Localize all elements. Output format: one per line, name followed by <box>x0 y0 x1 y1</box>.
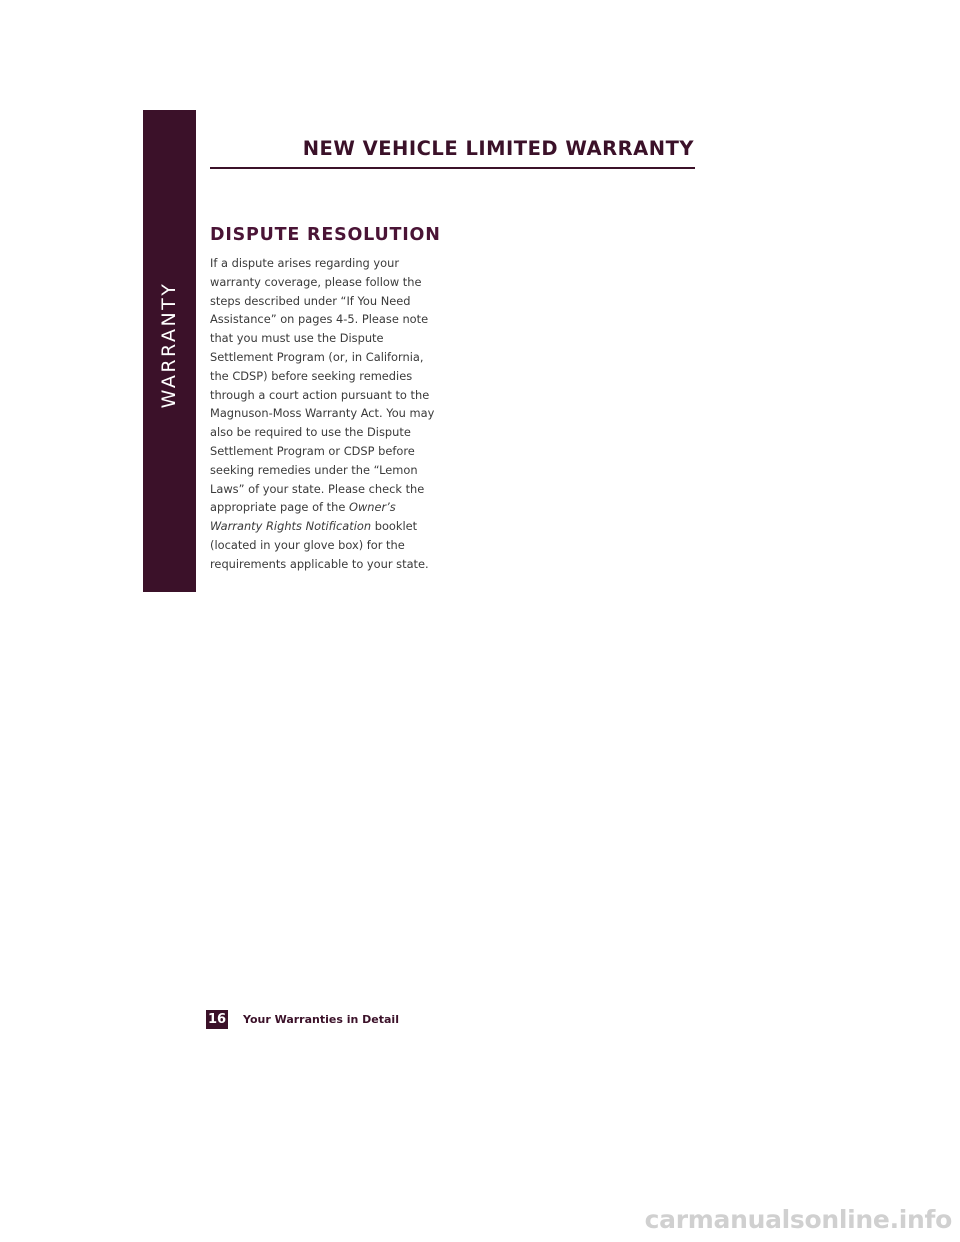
body-line: requirements applicable to your state. <box>210 556 429 571</box>
booklet-title-part: Warranty Rights Notification <box>210 519 372 534</box>
body-line: steps described under “If You Need <box>210 293 411 308</box>
body-line: If a dispute arises regarding your <box>210 256 400 270</box>
watermark: carmanualsonline.info <box>644 1205 952 1234</box>
body-line: Assistance” on pages 4-5. Please note <box>210 312 429 327</box>
footer-chapter-title: Your Warranties in Detail <box>243 1013 399 1026</box>
body-line: warranty coverage, please follow the <box>210 274 422 289</box>
body-text-run: appropriate page of the <box>210 500 349 515</box>
body-line <box>210 517 460 536</box>
body-line: through a court action pursuant to the <box>210 387 430 402</box>
body-line: that you must use the Dispute <box>210 331 384 346</box>
body-line: seeking remedies under the “Lemon <box>210 462 418 477</box>
body-line: (located in your glove box) for the <box>210 537 405 552</box>
side-tab-label: WARRANTY <box>158 281 180 409</box>
body-line: Magnuson-Moss Warranty Act. You may <box>210 406 435 421</box>
page-number-badge: 16 <box>207 1012 227 1027</box>
body-line: Settlement Program (or, in California, <box>210 349 424 364</box>
section-title: DISPUTE RESOLUTION <box>210 225 441 245</box>
body-text-run: booklet <box>371 519 418 534</box>
body-line: Settlement Program or CDSP before <box>210 443 415 458</box>
body-line: the CDSP) before seeking remedies <box>210 368 413 383</box>
body-line: Laws” of your state. Please check the <box>210 481 425 496</box>
header-divider <box>210 167 695 169</box>
booklet-title-part: Owner’s <box>348 500 396 515</box>
section-body <box>210 254 460 574</box>
body-line: also be required to use the Dispute <box>210 425 411 440</box>
body-line <box>210 498 460 517</box>
page-header-title: NEW VEHICLE LIMITED WARRANTY <box>302 137 694 160</box>
